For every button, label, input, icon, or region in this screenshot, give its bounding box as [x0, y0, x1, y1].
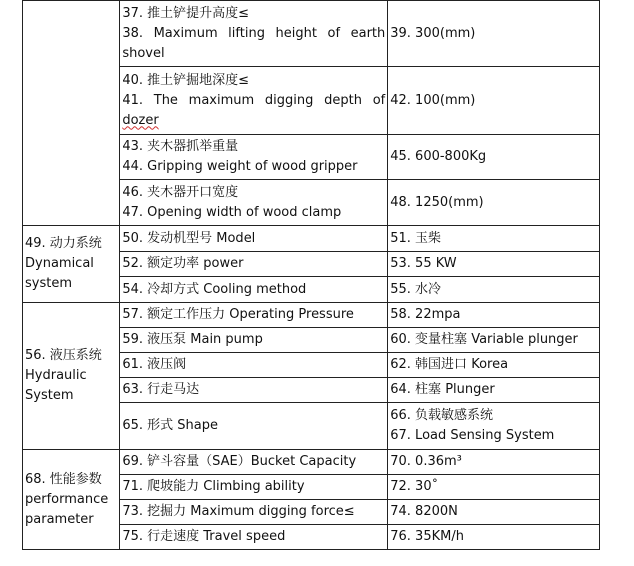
spec-name-cell [120, 252, 388, 277]
spec-name-cell [120, 475, 388, 500]
spec-name-cell [120, 135, 388, 180]
spec-value: 76. 35KM/h [390, 529, 464, 544]
spec-value-cell [388, 403, 600, 450]
section-label-cell [23, 1, 120, 226]
spec-name: 61. 液压阀 [122, 357, 187, 372]
spec-value: 70. 0.36m³ [390, 454, 462, 469]
spec-name: 50. 发动机型号 Model [122, 230, 256, 246]
section-label-zh: 56. 液压系统 [25, 348, 102, 363]
spec-name-zh: 37. 推土铲提升高度≤ [122, 5, 250, 21]
section-label-zh: 68. 性能参数 [25, 471, 102, 487]
spec-name-cell [120, 328, 388, 353]
spec-value-cell [388, 226, 600, 252]
spec-value: 48. 1250(mm) [390, 194, 484, 210]
spec-name-en: 47. Opening width of wood clamp [122, 204, 342, 220]
spec-name-zh: 46. 夹木器开口宽度 [122, 184, 239, 200]
spec-name-cell [120, 180, 388, 226]
spec-value-cell [388, 180, 600, 226]
spec-name-zh: 40. 推土铲掘地深度≤ [122, 72, 250, 88]
section-label-en-cont: parameter [25, 511, 94, 527]
spec-value-cell [388, 67, 600, 135]
spec-value-cell [388, 303, 600, 328]
section-label-en-cont: system [25, 276, 72, 291]
spec-value-cell [388, 475, 600, 500]
spec-value: 55. 水冷 [390, 281, 442, 297]
spec-value-en: 67. Load Sensing System [390, 428, 555, 443]
spec-value-cell [388, 252, 600, 277]
table-row [23, 1, 600, 67]
spec-value: 42. 100(mm) [390, 92, 476, 108]
spec-value-cell [388, 1, 600, 67]
spec-value: 51. 玉柴 [390, 230, 442, 246]
spec-name-cell [120, 378, 388, 403]
section-label-en-cont: System [25, 388, 74, 403]
spec-value-zh: 66. 负载敏感系统 [390, 408, 494, 423]
section-label-cell [23, 303, 120, 450]
section-label-cell [23, 226, 120, 303]
spec-name-en: 38. Maximum lifting height of earth [122, 25, 386, 41]
spec-name: 59. 液压泵 Main pump [122, 332, 263, 347]
spec-name-cell [120, 226, 388, 252]
spec-value: 53. 55 KW [390, 256, 457, 271]
section-label-en: performance [25, 491, 109, 507]
spec-name-cell [120, 500, 388, 525]
section-label-en: Dynamical [25, 256, 94, 271]
spec-name: 57. 额定工作压力 Operating Pressure [122, 307, 354, 322]
spec-name-cell [120, 303, 388, 328]
section-label-en: Hydraulic [25, 368, 87, 383]
spec-name: 73. 挖掘力 Maximum digging force≤ [122, 504, 355, 519]
spec-name: 63. 行走马达 [122, 382, 200, 397]
spec-value-cell [388, 378, 600, 403]
spec-value: 60. 变量柱塞 Variable plunger [390, 332, 578, 347]
section-label-zh: 49. 动力系统 [25, 236, 102, 251]
spec-name: 65. 形式 Shape [122, 418, 218, 433]
spec-name-en: 41. The maximum digging depth of [122, 92, 386, 108]
spec-name-en-cont: dozer [122, 112, 159, 128]
spec-value-cell [388, 277, 600, 303]
spec-value: 74. 8200N [390, 504, 458, 519]
table-row [23, 450, 600, 475]
spec-name-cell [120, 67, 388, 135]
spec-name: 75. 行走速度 Travel speed [122, 529, 286, 544]
spec-value: 45. 600-800Kg [390, 149, 487, 164]
spec-name: 54. 冷却方式 Cooling method [122, 281, 307, 297]
spec-name: 52. 额定功率 power [122, 256, 244, 271]
spec-value: 72. 30˚ [390, 479, 439, 494]
spec-value: 64. 柱塞 Plunger [390, 382, 495, 397]
spec-name-cell [120, 353, 388, 378]
spec-name-cell [120, 450, 388, 475]
spec-table [22, 0, 600, 550]
spec-value-cell [388, 525, 600, 550]
spec-name-cell [120, 277, 388, 303]
spec-name-en-cont: shovel [122, 45, 165, 61]
spec-name-en: 44. Gripping weight of wood gripper [122, 159, 358, 174]
spec-value: 58. 22mpa [390, 307, 461, 322]
spec-name: 69. 铲斗容量（SAE）Bucket Capacity [122, 454, 357, 469]
spec-value-cell [388, 500, 600, 525]
table-row [23, 226, 600, 252]
spec-value-cell [388, 450, 600, 475]
spec-name: 71. 爬坡能力 Climbing ability [122, 479, 305, 494]
section-label-cell [23, 450, 120, 550]
spec-name-zh: 43. 夹木器抓举重量 [122, 139, 239, 154]
spec-name-cell [120, 525, 388, 550]
spec-value: 62. 韩国进口 Korea [390, 357, 509, 372]
spec-value-cell [388, 328, 600, 353]
spec-value: 39. 300(mm) [390, 25, 476, 41]
spec-value-cell [388, 135, 600, 180]
spec-name-cell [120, 403, 388, 450]
spec-value-cell [388, 353, 600, 378]
spec-name-cell [120, 1, 388, 67]
table-row [23, 303, 600, 328]
